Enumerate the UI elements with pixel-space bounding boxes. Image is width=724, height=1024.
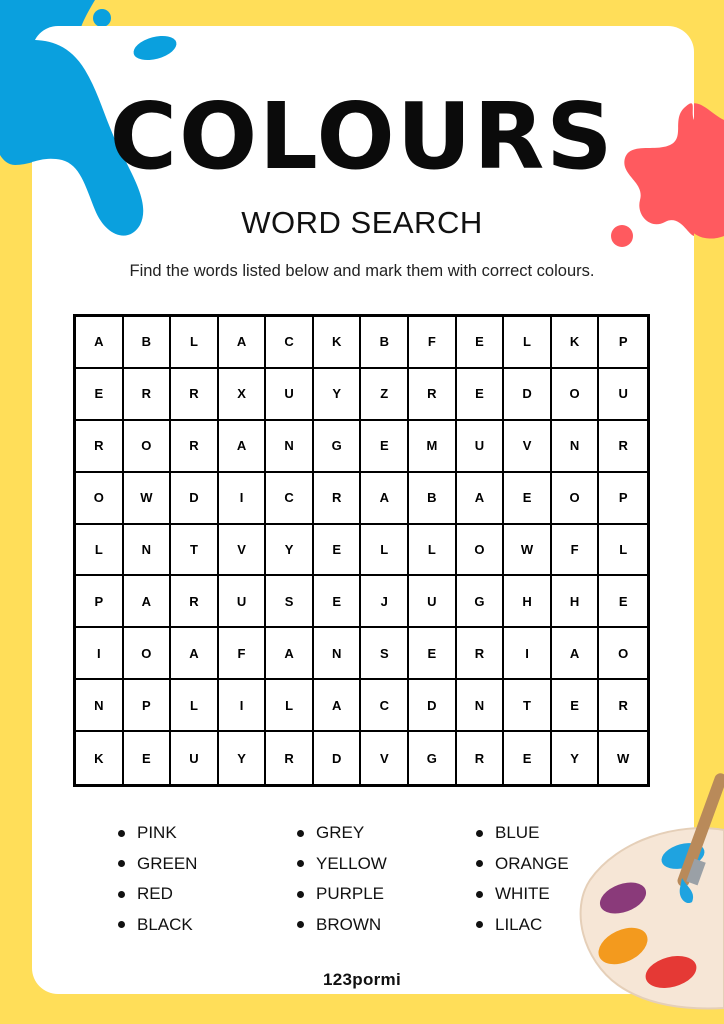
grid-cell[interactable]: F <box>409 317 457 369</box>
word-list <box>118 818 598 940</box>
grid-cell[interactable]: L <box>599 525 647 577</box>
grid-cell[interactable]: E <box>409 628 457 680</box>
paint-palette-icon <box>578 760 724 1024</box>
word-label: GREEN <box>137 853 198 873</box>
page-title: COLOURS <box>109 83 615 190</box>
bullet-icon <box>476 860 483 867</box>
grid-cell[interactable]: K <box>76 732 124 784</box>
word-list-item <box>297 910 476 941</box>
grid-cell[interactable]: D <box>504 369 552 421</box>
grid-cell[interactable]: O <box>124 421 172 473</box>
grid-cell[interactable]: A <box>219 317 267 369</box>
grid-cell[interactable]: O <box>552 369 600 421</box>
grid-cell[interactable]: V <box>504 421 552 473</box>
grid-cell[interactable]: G <box>409 732 457 784</box>
grid-cell[interactable]: A <box>552 628 600 680</box>
grid-cell[interactable]: U <box>599 369 647 421</box>
grid-cell[interactable]: R <box>266 732 314 784</box>
grid-cell[interactable]: A <box>361 473 409 525</box>
grid-cell[interactable]: E <box>124 732 172 784</box>
word-list-item <box>297 818 476 849</box>
grid-cell[interactable]: U <box>171 732 219 784</box>
grid-cell[interactable]: B <box>124 317 172 369</box>
word-label: ORANGE <box>495 853 569 873</box>
word-label: BLACK <box>137 914 193 934</box>
grid-cell[interactable]: A <box>171 628 219 680</box>
word-label: LILAC <box>495 914 543 934</box>
grid-cell[interactable]: G <box>314 421 362 473</box>
word-list-item <box>118 818 297 849</box>
grid-cell[interactable]: L <box>171 317 219 369</box>
word-list-item <box>118 879 297 910</box>
grid-cell[interactable]: T <box>171 525 219 577</box>
grid-cell[interactable]: I <box>76 628 124 680</box>
grid-cell[interactable]: R <box>599 680 647 732</box>
word-list-item <box>118 910 297 941</box>
grid-cell[interactable]: R <box>314 473 362 525</box>
grid-cell[interactable]: O <box>552 473 600 525</box>
word-label: PINK <box>137 823 177 843</box>
bullet-icon <box>476 921 483 928</box>
bullet-icon <box>118 891 125 898</box>
grid-cell[interactable]: N <box>124 525 172 577</box>
grid-cell[interactable]: O <box>124 628 172 680</box>
grid-cell[interactable]: E <box>599 576 647 628</box>
bullet-icon <box>476 891 483 898</box>
grid-cell[interactable]: R <box>76 421 124 473</box>
grid-cell[interactable]: B <box>409 473 457 525</box>
grid-cell[interactable]: W <box>504 525 552 577</box>
bullet-icon <box>297 860 304 867</box>
grid-cell[interactable]: E <box>504 732 552 784</box>
bullet-icon <box>476 830 483 837</box>
word-list-item <box>297 849 476 880</box>
grid-cell[interactable]: F <box>219 628 267 680</box>
grid-cell[interactable]: J <box>361 576 409 628</box>
grid-cell[interactable]: R <box>124 369 172 421</box>
grid-cell[interactable]: K <box>314 317 362 369</box>
grid-cell[interactable]: E <box>314 525 362 577</box>
word-label: WHITE <box>495 884 550 904</box>
grid-cell[interactable]: Z <box>361 369 409 421</box>
grid-cell[interactable]: P <box>76 576 124 628</box>
grid-cell[interactable]: A <box>124 576 172 628</box>
grid-cell[interactable]: R <box>409 369 457 421</box>
grid-cell[interactable]: Y <box>266 525 314 577</box>
grid-cell[interactable]: A <box>266 628 314 680</box>
grid-cell[interactable]: U <box>266 369 314 421</box>
grid-cell[interactable]: C <box>361 680 409 732</box>
grid-cell[interactable]: P <box>124 680 172 732</box>
grid-cell[interactable]: H <box>504 576 552 628</box>
grid-cell[interactable]: I <box>219 473 267 525</box>
grid-cell[interactable]: S <box>266 576 314 628</box>
instructions-text: Find the words listed below and mark them with correct colours. <box>129 262 595 280</box>
grid-cell[interactable]: R <box>457 628 505 680</box>
grid-cell[interactable]: E <box>457 317 505 369</box>
grid-cell[interactable]: M <box>409 421 457 473</box>
grid-cell[interactable]: O <box>76 473 124 525</box>
grid-cell[interactable]: E <box>504 473 552 525</box>
grid-cell[interactable]: B <box>361 317 409 369</box>
grid-cell[interactable]: H <box>552 576 600 628</box>
grid-cell[interactable]: A <box>314 680 362 732</box>
grid-cell[interactable]: L <box>409 525 457 577</box>
grid-cell[interactable]: E <box>552 680 600 732</box>
grid-cell[interactable]: N <box>457 680 505 732</box>
word-label: BLUE <box>495 823 540 843</box>
grid-cell[interactable]: E <box>314 576 362 628</box>
grid-cell[interactable]: R <box>171 421 219 473</box>
grid-cell[interactable]: R <box>599 421 647 473</box>
grid-cell[interactable]: O <box>457 525 505 577</box>
grid-cell[interactable]: E <box>76 369 124 421</box>
grid-cell[interactable]: N <box>76 680 124 732</box>
grid-cell[interactable]: E <box>361 421 409 473</box>
word-label: YELLOW <box>316 853 387 873</box>
grid-cell[interactable]: U <box>457 421 505 473</box>
bullet-icon <box>297 891 304 898</box>
grid-cell[interactable]: A <box>219 421 267 473</box>
grid-cell[interactable]: P <box>599 317 647 369</box>
grid-cell[interactable]: G <box>457 576 505 628</box>
grid-cell[interactable]: C <box>266 317 314 369</box>
bullet-icon <box>297 921 304 928</box>
word-label: RED <box>137 884 173 904</box>
grid-cell[interactable]: I <box>504 628 552 680</box>
word-label: PURPLE <box>316 884 385 904</box>
bullet-icon <box>118 921 125 928</box>
grid-cell[interactable]: D <box>314 732 362 784</box>
grid-cell[interactable]: Y <box>219 732 267 784</box>
grid-cell[interactable]: N <box>552 421 600 473</box>
grid-cell[interactable]: V <box>361 732 409 784</box>
grid-cell[interactable]: D <box>171 473 219 525</box>
grid-cell[interactable]: W <box>617 750 630 766</box>
grid-cell[interactable]: N <box>314 628 362 680</box>
grid-cell[interactable]: O <box>599 628 647 680</box>
grid-cell[interactable]: U <box>409 576 457 628</box>
grid-cell[interactable]: L <box>504 317 552 369</box>
grid-cell[interactable]: K <box>552 317 600 369</box>
grid-cell[interactable]: X <box>219 369 267 421</box>
grid-cell[interactable]: L <box>76 525 124 577</box>
grid-cell[interactable]: L <box>266 680 314 732</box>
grid-cell[interactable]: A <box>76 317 124 369</box>
word-list-item <box>118 849 297 880</box>
grid-cell[interactable]: R <box>171 369 219 421</box>
grid-cell[interactable]: P <box>599 473 647 525</box>
grid-cell[interactable]: Y <box>314 369 362 421</box>
grid-cell[interactable]: I <box>219 680 267 732</box>
grid-cell[interactable]: N <box>266 421 314 473</box>
bullet-icon <box>297 830 304 837</box>
word-label: GREY <box>316 823 365 843</box>
word-label: BROWN <box>316 914 382 934</box>
grid-cell[interactable]: W <box>124 473 172 525</box>
grid-cell[interactable]: A <box>457 473 505 525</box>
grid-cell[interactable]: S <box>361 628 409 680</box>
bullet-icon <box>118 860 125 867</box>
grid-cell[interactable]: Y <box>552 732 600 784</box>
grid-cell[interactable]: T <box>504 680 552 732</box>
grid-cell[interactable]: R <box>457 732 505 784</box>
page-subtitle: WORD SEARCH <box>241 205 483 240</box>
word-list-item <box>297 879 476 910</box>
grid-cell[interactable]: E <box>457 369 505 421</box>
grid-cell[interactable]: D <box>409 680 457 732</box>
grid-cell[interactable]: V <box>219 525 267 577</box>
grid-cell[interactable]: C <box>266 473 314 525</box>
grid-cell[interactable]: F <box>552 525 600 577</box>
grid-cell[interactable]: L <box>171 680 219 732</box>
grid-cell[interactable]: R <box>171 576 219 628</box>
brand-logo-text: 123pormi <box>323 970 401 989</box>
grid-cell[interactable]: L <box>361 525 409 577</box>
word-search-grid <box>73 314 650 787</box>
bullet-icon <box>118 830 125 837</box>
grid-cell[interactable]: U <box>219 576 267 628</box>
